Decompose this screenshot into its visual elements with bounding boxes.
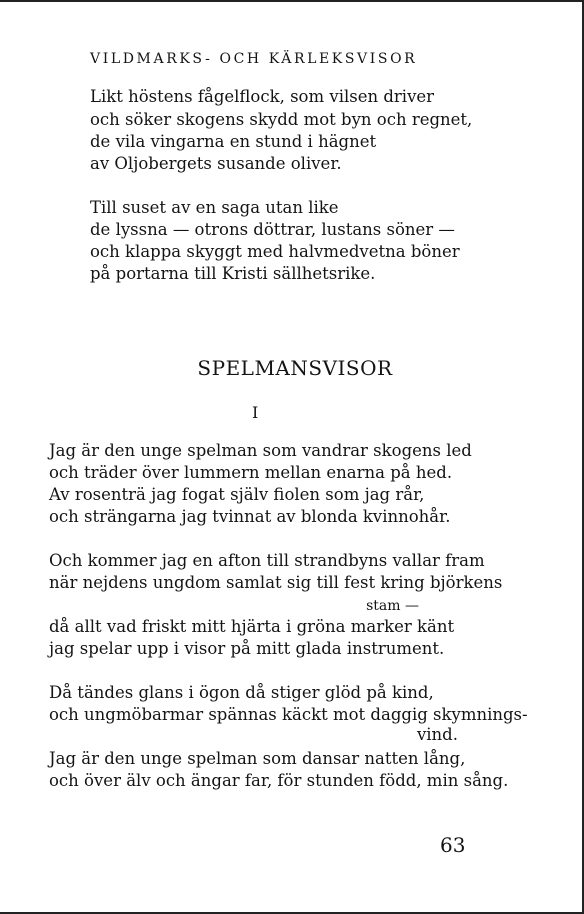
verse-line: och klappa skyggt med halvmedvetna böner [90,242,460,261]
verse-line: och söker skogens skydd mot byn och regnet, [90,110,473,129]
verse-line: och strängarna jag tvinnat av blonda kvinnohår. [49,507,451,526]
verse-line: och träder över lummern mellan enarna på hed. [49,463,453,482]
verse-line: de lyssna — otrons döttrar, lustans söner — [90,220,455,239]
page-edge-top [0,0,584,2]
verse-line: på portarna till Kristi sällhetsrike. [90,264,376,283]
verse-line: Jag är den unge spelman som vandrar skogens led [49,441,472,460]
verse-line: och över älv och ängar far, för stunden född, min sång. [49,771,509,790]
verse-line: när nejdens ungdom samlat sig till fest kring björkens [49,573,503,592]
page-number: 63 [440,833,466,857]
running-header: VILDMARKS- OCH KÄRLEKSVISOR [90,51,418,67]
verse-line: Och kommer jag en afton till strandbyns vallar fram [49,551,485,570]
verse-line-continuation: stam — [366,598,419,614]
section-number: I [252,403,259,422]
verse-line: då allt vad friskt mitt hjärta i gröna marker känt [49,617,455,636]
verse-line: av Oljobergets susande oliver. [90,154,342,173]
verse-line: Av rosenträ jag fogat själv fiolen som jag rår, [49,485,425,504]
verse-line: de vila vingarna en stund i hägnet [90,132,377,151]
verse-line-continuation: vind. [416,725,458,744]
verse-line: Till suset av en saga utan like [90,198,339,217]
verse-line: jag spelar upp i visor på mitt glada instrument. [49,639,445,658]
section-title: SPELMANSVISOR [197,356,393,380]
verse-line: och ungmöbarmar spännas käckt mot daggig skymnings- [49,705,528,724]
verse-line: Likt höstens fågelflock, som vilsen driver [90,87,435,106]
verse-line: Jag är den unge spelman som dansar natten lång, [49,749,466,768]
verse-line: Då tändes glans i ögon då stiger glöd på kind, [49,683,434,702]
